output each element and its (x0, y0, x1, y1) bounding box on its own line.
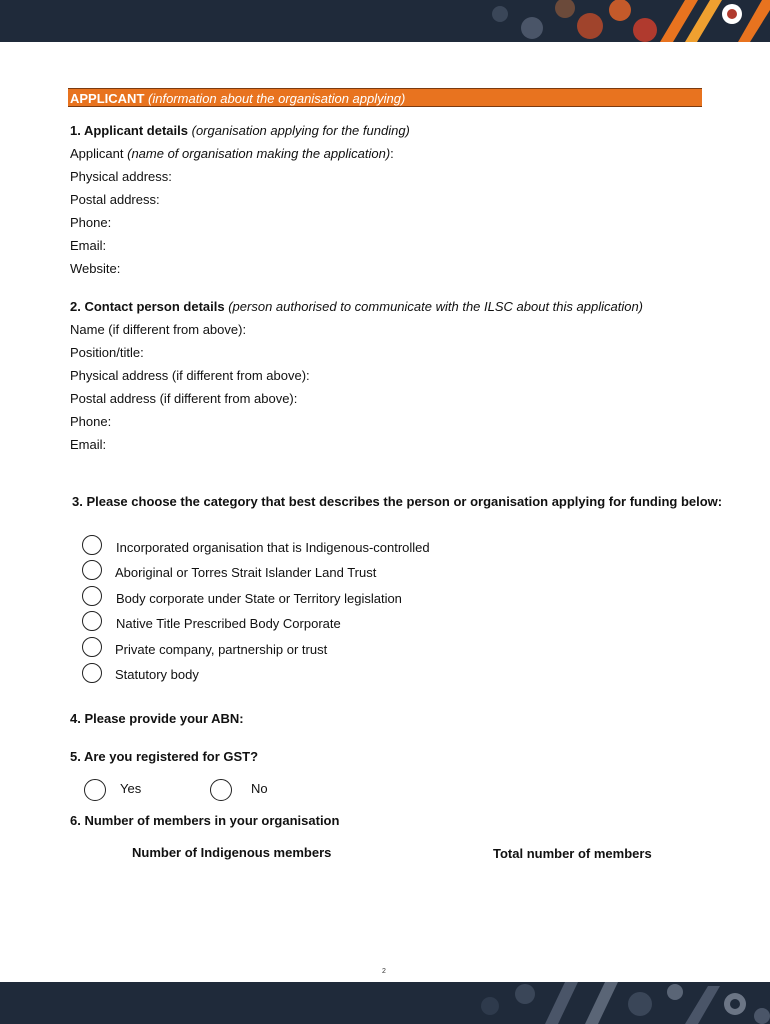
contact-physical-address-field: Physical address (if different from above): (70, 368, 310, 383)
header-band (0, 0, 770, 42)
contact-name-field: Name (if different from above): (70, 322, 247, 337)
section-title: APPLICANT (70, 91, 145, 106)
physical-address-field: Physical address: (70, 169, 172, 184)
category-option-1: Incorporated organisation that is Indigenous-controlled (116, 540, 430, 555)
category-option-5: Private company, partnership or trust (115, 642, 328, 657)
q2-heading-line (70, 299, 643, 315)
q2-heading: 2. Contact person details (70, 299, 225, 314)
gst-no-radio[interactable] (210, 779, 232, 801)
contact-email-field: Email: (70, 437, 107, 452)
contact-phone-field: Phone: (70, 414, 112, 429)
section-subtitle: (information about the organisation applying) (148, 91, 406, 106)
q1-heading: 1. Applicant details (70, 123, 188, 138)
applicant-suffix: : (390, 146, 394, 161)
category-radio-3[interactable] (82, 586, 102, 606)
section-header (68, 88, 702, 107)
q6-heading: 6. Number of members in your organisation (70, 813, 340, 828)
q4-heading: 4. Please provide your ABN: (70, 711, 244, 726)
category-option-4: Native Title Prescribed Body Corporate (116, 616, 341, 631)
category-radio-1[interactable] (82, 535, 102, 555)
postal-address-field: Postal address: (70, 192, 160, 207)
contact-postal-address-field: Postal address (if different from above): (70, 391, 298, 406)
applicant-field (70, 146, 394, 162)
q1-heading-line (70, 123, 410, 139)
indigenous-members-column: Number of Indigenous members (132, 845, 332, 860)
total-members-column: Total number of members (493, 846, 652, 861)
q5-heading: 5. Are you registered for GST? (70, 749, 259, 764)
gst-yes-label: Yes (120, 781, 142, 796)
q3-heading: 3. Please choose the category that best describes the person or organisation applying for funding below: (72, 494, 723, 509)
q2-heading-note: (person authorised to communicate with the ILSC about this application) (228, 299, 643, 314)
category-option-6: Statutory body (115, 667, 199, 682)
category-radio-4[interactable] (82, 611, 102, 631)
contact-position-field: Position/title: (70, 345, 144, 360)
category-option-2: Aboriginal or Torres Strait Islander Land Trust (115, 565, 377, 580)
decorative-footer-art-icon (470, 982, 770, 1024)
page-number: 2 (382, 968, 386, 975)
gst-no-label: No (251, 781, 268, 796)
category-radio-5[interactable] (82, 637, 102, 657)
footer-band (0, 982, 770, 1024)
q1-heading-note: (organisation applying for the funding) (191, 123, 410, 138)
category-radio-2[interactable] (82, 560, 102, 580)
decorative-art-icon (470, 0, 770, 42)
phone-field: Phone: (70, 215, 112, 230)
email-field: Email: (70, 238, 107, 253)
gst-yes-radio[interactable] (84, 779, 106, 801)
category-radio-6[interactable] (82, 663, 102, 683)
applicant-note: (name of organisation making the application) (127, 146, 391, 161)
website-field: Website: (70, 261, 121, 276)
applicant-label: Applicant (70, 146, 124, 161)
category-option-3: Body corporate under State or Territory legislation (116, 591, 402, 606)
